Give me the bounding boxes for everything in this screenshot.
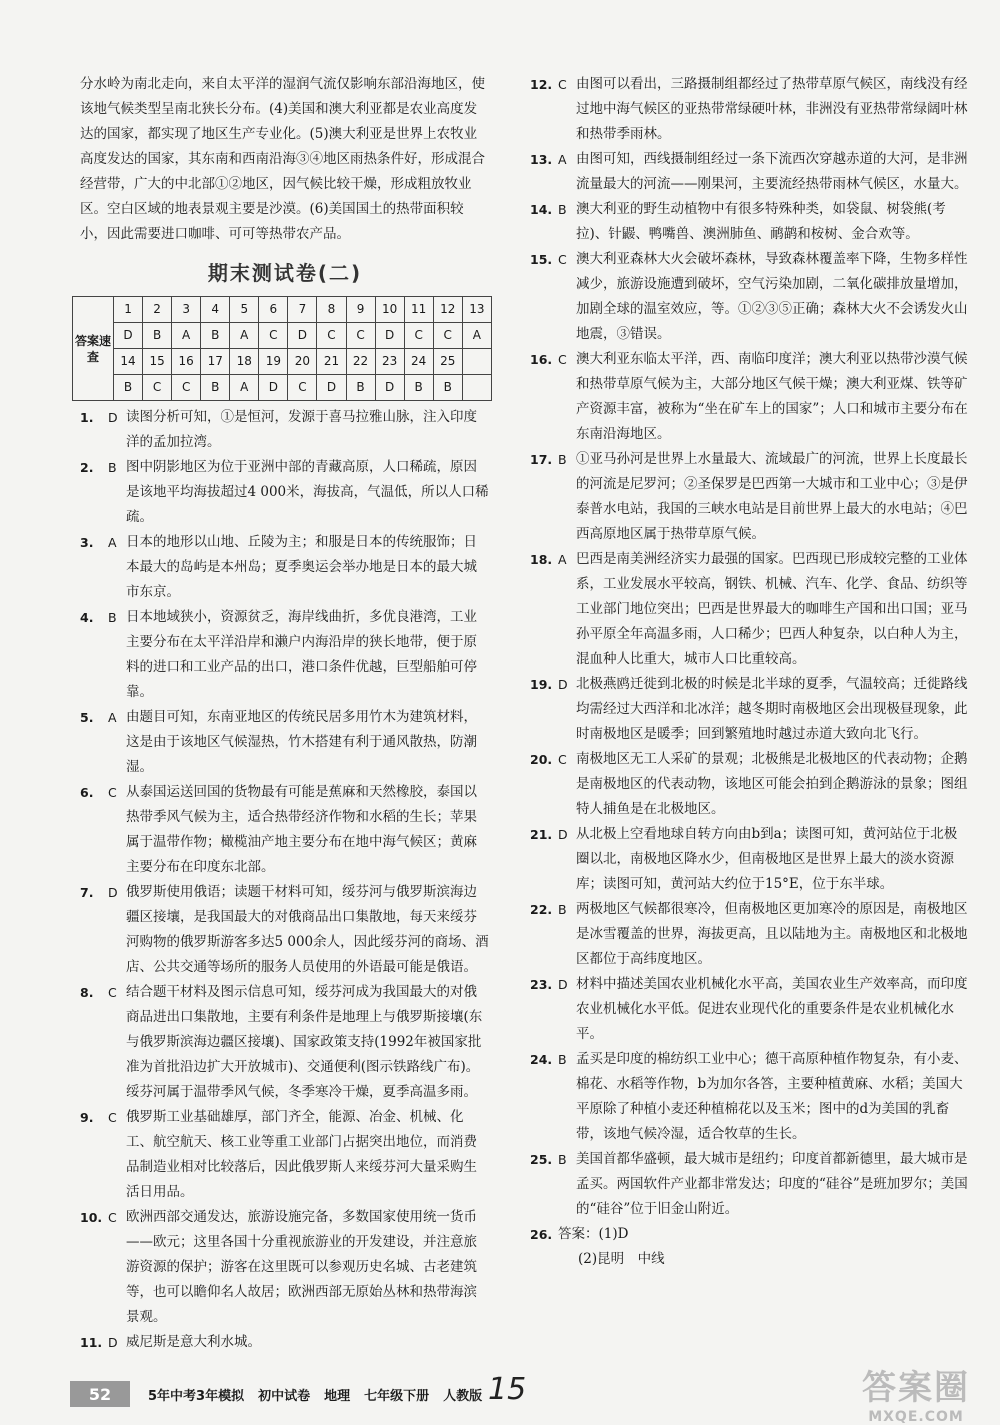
- item-number: 1.: [80, 410, 94, 425]
- item-number: 6.: [80, 785, 94, 800]
- item-answer: D: [558, 677, 568, 692]
- table-num: 17: [201, 349, 230, 375]
- item-text: 从泰国运送回国的货物最有可能是蕉麻和天然橡胶，泰国以热带季风气候为主，适合热带经济作物和水稻的生长；苹果属于温带作物；橄榄油产地主要分布在地中海气候区；黄麻主要分布在印度东北部。: [126, 784, 477, 875]
- table-num: 24: [404, 349, 433, 375]
- footer-grade: 七年级下册: [364, 1388, 430, 1404]
- item-number: 26.: [530, 1227, 553, 1242]
- item-text: 日本的地形以山地、丘陵为主；和服是日本的传统服饰；日本最大的岛屿是本州岛；夏季奥运会举办地是日本的最大城市东京。: [126, 534, 477, 600]
- watermark-logo: 答案圈: [862, 1368, 970, 1408]
- table-ans: D: [375, 375, 404, 401]
- table-ans: C: [172, 375, 201, 401]
- item-number: 19.: [530, 677, 553, 692]
- table-num: 19: [259, 349, 288, 375]
- item-answer: A: [108, 535, 117, 550]
- table-ans: A: [230, 323, 259, 349]
- list-item: [530, 972, 970, 1047]
- table-ans: C: [317, 323, 346, 349]
- item-number: 24.: [530, 1052, 553, 1067]
- item-text: 答案：(1)D: [558, 1226, 629, 1242]
- item-text: 材料中描述美国农业机械化水平高，美国农业生产效率高，而印度农业机械化水平低。促进农业现代化的重要条件是农业机械化水平。: [576, 976, 968, 1042]
- table-num: 21: [317, 349, 346, 375]
- item-text: 俄罗斯工业基础雄厚，部门齐全，能源、冶金、机械、化工、航空航天、核工业等重工业部门占据突出地位，而消费品制造业相对比较落后，因此俄罗斯人来绥芬河大量采购生活日用品。: [126, 1109, 477, 1200]
- list-item: [530, 247, 970, 347]
- list-item: [80, 980, 490, 1105]
- item-text: 美国首都华盛顿，最大城市是纽约；印度首都新德里，最大城市是孟买。两国软件产业都非常发达；印度的“硅谷”是班加罗尔；美国的“硅谷”位于旧金山附近。: [576, 1151, 968, 1217]
- item-number: 14.: [530, 202, 553, 217]
- item-number: 10.: [80, 1210, 103, 1225]
- table-ans: A: [462, 323, 491, 349]
- table-ans: C: [288, 375, 317, 401]
- item-answer: D: [108, 1335, 118, 1350]
- item-number: 17.: [530, 452, 553, 467]
- item-answer: C: [108, 785, 117, 800]
- table-num: 20: [288, 349, 317, 375]
- item-number: 11.: [80, 1335, 103, 1350]
- table-num: 7: [288, 297, 317, 323]
- item-number: 18.: [530, 552, 553, 567]
- item-answer: C: [558, 252, 567, 267]
- question-26: [530, 1222, 970, 1247]
- table-num: 8: [317, 297, 346, 323]
- table-num: 25: [433, 349, 462, 375]
- item-number: 22.: [530, 902, 553, 917]
- item-text: 俄罗斯使用俄语；读题干材料可知，绥芬河与俄罗斯滨海边疆区接壤，是我国最大的对俄商品出口集散地，每天来绥芬河购物的俄罗斯游客多达5 000余人，因此绥芬河的商场、酒店、公共交通等场所的服务人员使用的外语最可能是俄语。: [126, 884, 489, 975]
- item-answer: D: [108, 410, 118, 425]
- intro-paragraph: 分水岭为南北走向，来自太平洋的湿润气流仅影响东部沿海地区，使该地气候类型呈南北狭长分布。(4)美国和澳大利亚都是农业高度发达的国家，都实现了地区生产专业化。(5)澳大利亚是世界上农牧业高度发达的国家，其东南和西南沿海③④地区雨热条件好，形成混合经营带，广大的中北部①②地区，因气候比较干燥，形成粗放牧业区。空白区域的地表景观主要是沙漠。(6)美国国土的热带面积较小，因此需要进口咖啡、可可等热带农产品。: [80, 76, 485, 242]
- table-num: 23: [375, 349, 404, 375]
- table-num: 13: [462, 297, 491, 323]
- list-item: [530, 1047, 970, 1147]
- item-text: 孟买是印度的棉纺织工业中心；德干高原种植作物复杂，有小麦、棉花、水稻等作物，b为加尔各答，主要种植黄麻、水稻；美国大平原除了种植小麦还种植棉花以及玉米；图中的d为美国的乳畜带，该地气候冷湿，适合牧草的生长。: [576, 1051, 968, 1142]
- table-ans: B: [143, 323, 172, 349]
- item-answer: B: [558, 1152, 567, 1167]
- item-text: 由题目可知，东南亚地区的传统民居多用竹木为建筑材料，这是由于该地区气候湿热，竹木搭建有利于通风散热，防潮湿。: [126, 709, 477, 775]
- page-number: 52: [70, 1381, 130, 1407]
- table-ans: C: [404, 323, 433, 349]
- right-answer-list: [530, 72, 970, 1222]
- table-num: 3: [172, 297, 201, 323]
- list-item: [80, 1105, 490, 1205]
- item-answer: D: [558, 977, 568, 992]
- list-item: [80, 530, 490, 605]
- spacer: [530, 1247, 558, 1272]
- item-text: 威尼斯是意大利水城。: [126, 1334, 261, 1350]
- list-item: [530, 147, 970, 197]
- list-item: [530, 197, 970, 247]
- table-ans: D: [288, 323, 317, 349]
- table-ans: C: [143, 375, 172, 401]
- item-text: 由图可以看出，三路摄制组都经过了热带草原气候区，南线没有经过地中海气候区的亚热带常绿硬叶林，非洲没有亚热带常绿阔叶林和热带季雨林。: [576, 76, 968, 142]
- table-ans: D: [114, 323, 143, 349]
- list-item: [80, 455, 490, 530]
- table-ans: D: [317, 375, 346, 401]
- table-ans: C: [259, 323, 288, 349]
- item-number: 5.: [80, 710, 94, 725]
- table-ans: B: [114, 375, 143, 401]
- item-number: 3.: [80, 535, 94, 550]
- item-answer: B: [558, 202, 567, 217]
- item-text: ①亚马孙河是世界上水量最大、流域最广的河流，世界上长度最长的河流是尼罗河；②圣保罗是巴西第一大城市和工业中心；③是伊泰普水电站，我国的三峡水电站是目前世界上最大的水电站；④巴西高原地区属于热带草原气候。: [576, 451, 968, 542]
- table-num: 15: [143, 349, 172, 375]
- list-item: [530, 747, 970, 822]
- item-number: 20.: [530, 752, 553, 767]
- table-ans: B: [433, 375, 462, 401]
- list-item: [530, 72, 970, 147]
- table-empty: [462, 375, 491, 401]
- left-answer-list: [80, 405, 490, 1355]
- table-num: 10: [375, 297, 404, 323]
- item-answer: B: [108, 460, 117, 475]
- left-column: [74, 72, 490, 1355]
- item-text: 图中阴影地区为位于亚洲中部的青藏高原，人口稀疏，原因是该地平均海拔超过4 000米，海拔高，气温低，所以人口稀疏。: [126, 459, 489, 525]
- item-number: 4.: [80, 610, 94, 625]
- table-num: 14: [114, 349, 143, 375]
- item-answer: C: [558, 77, 567, 92]
- table-num: 11: [404, 297, 433, 323]
- item-number: 21.: [530, 827, 553, 842]
- list-item: [80, 780, 490, 880]
- item-answer: C: [108, 1210, 117, 1225]
- table-num: 5: [230, 297, 259, 323]
- table-num: 4: [201, 297, 230, 323]
- list-item: [530, 347, 970, 447]
- table-ans: B: [201, 323, 230, 349]
- item-number: 12.: [530, 77, 553, 92]
- item-number: 16.: [530, 352, 553, 367]
- item-number: 2.: [80, 460, 94, 475]
- item-answer: C: [108, 985, 117, 1000]
- answer-table: [72, 296, 492, 401]
- footer-series: 5年中考3年模拟: [148, 1388, 245, 1404]
- list-item: [80, 705, 490, 780]
- item-answer: B: [558, 902, 567, 917]
- item-answer: C: [558, 352, 567, 367]
- item-answer: D: [108, 885, 118, 900]
- item-text: 结合题干材料及图示信息可知，绥芬河成为我国最大的对俄商品进出口集散地，主要有利条件是地理上与俄罗斯接壤(东与俄罗斯滨海边疆区接壤)、国家政策支持(1992年被国家批准为首批沿边扩大开放城市)、交通便利(图示铁路线广布)。绥芬河属于温带季风气候，冬季寒冷干燥，夏季高温多雨。: [126, 984, 483, 1100]
- table-num: 12: [433, 297, 462, 323]
- answer-table-head-label: 答案速查: [73, 297, 114, 401]
- list-item: [80, 1330, 490, 1355]
- table-num: 22: [346, 349, 375, 375]
- table-num: 9: [346, 297, 375, 323]
- footer-type: 初中试卷: [258, 1388, 311, 1404]
- item-number: 25.: [530, 1152, 553, 1167]
- table-ans: D: [259, 375, 288, 401]
- item-text: 从北极上空看地球自转方向由b到a；读图可知，黄河站位于北极圈以北，南极地区降水少，但南极地区是世界上最大的淡水资源库；读图可知，黄河站大约位于15°E，位于东半球。: [576, 826, 958, 892]
- item-text: 由图可知，西线摄制组经过一条下流西次穿越赤道的大河，是非洲流量最大的河流——刚果河，主要流经热带雨林气候区，水量大。: [576, 151, 968, 192]
- item-answer: B: [558, 452, 567, 467]
- item-text: 欧洲西部交通发达，旅游设施完备，多数国家使用统一货币——欧元；这里各国十分重视旅游业的开发建设，并注意旅游资源的保护；游客在这里既可以参观历史名城、古老建筑等，也可以瞻仰名人故居；欧洲西部无原始丛林和热带海滨景观。: [126, 1209, 477, 1325]
- item-text: 澳大利亚森林大火会破坏森林，导致森林覆盖率下降，生物多样性减少，旅游设施遭到破坏，空气污染加剧，二氧化碳排放量增加，加剧全球的温室效应，等。①②③⑤正确；森林大火不会诱发火山地震，③错误。: [576, 251, 968, 342]
- question-26-line2: [530, 1247, 970, 1272]
- table-num: 2: [143, 297, 172, 323]
- item-text: 读图分析可知，①是恒河，发源于喜马拉雅山脉，注入印度洋的孟加拉湾。: [126, 409, 477, 450]
- item-text: 澳大利亚东临太平洋，西、南临印度洋；澳大利亚以热带沙漠气候和热带草原气候为主，大部分地区气候干燥；澳大利亚煤、铁等矿产资源丰富，被称为“坐在矿车上的国家”；人口和城市主要分布在东南沿海地区。: [576, 351, 968, 442]
- item-number: 13.: [530, 152, 553, 167]
- list-item: [530, 897, 970, 972]
- item-answer: C: [108, 1110, 117, 1125]
- list-item: [80, 605, 490, 705]
- table-num: 6: [259, 297, 288, 323]
- item-number: 23.: [530, 977, 553, 992]
- item-answer: A: [558, 152, 567, 167]
- item-text: 日本地域狭小，资源贫乏，海岸线曲折，多优良港湾，工业主要分布在太平洋沿岸和濑户内海沿岸的狭长地带，便于原料的进口和工业产品的出口，港口条件优越，巨型船舶可停靠。: [126, 609, 477, 700]
- table-ans: B: [404, 375, 433, 401]
- item-text: 南极地区无工人采矿的景观；北极熊是北极地区的代表动物；企鹅是南极地区的代表动物，该地区可能会拍到企鹅游泳的景象；图组特人捕鱼是在北极地区。: [576, 751, 968, 817]
- table-empty: [462, 349, 491, 375]
- item-answer: B: [108, 610, 117, 625]
- item-text: 两极地区气候都很寒冷，但南极地区更加寒冷的原因是，南极地区是冰雪覆盖的世界，海拔更高，且以陆地为主。南极地区和北极地区都位于高纬度地区。: [576, 901, 968, 967]
- table-ans: A: [172, 323, 201, 349]
- item-text: 巴西是南美洲经济实力最强的国家。巴西现已形成较完整的工业体系，工业发展水平较高，钢铁、机械、汽车、化学、食品、纺织等工业部门地位突出；巴西是世界最大的咖啡生产国和出口国；亚马孙平原全年高温多雨，人口稀少；巴西人种复杂，以白种人为主，混血种人比重大，城市人口比重较高。: [576, 551, 968, 667]
- item-text: 澳大利亚的野生动植物中有很多特殊种类，如袋鼠、树袋熊(考拉)、针鼹、鸭嘴兽、澳洲肺鱼、鸸鹋和桉树、金合欢等。: [576, 201, 946, 242]
- item-answer: C: [558, 752, 567, 767]
- list-item: [530, 547, 970, 672]
- handwritten-note: 15: [488, 1372, 527, 1407]
- table-ans: C: [346, 323, 375, 349]
- item-number: 7.: [80, 885, 94, 900]
- list-item: [80, 405, 490, 455]
- item-number: 9.: [80, 1110, 94, 1125]
- section-title: 期末测试卷(二): [207, 261, 363, 285]
- item-answer: D: [558, 827, 568, 842]
- footer-subject: 地理: [324, 1388, 351, 1404]
- item-text: (2)昆明 中线: [578, 1251, 665, 1267]
- footer-edition: 人教版: [443, 1388, 483, 1404]
- table-num: 16: [172, 349, 201, 375]
- table-ans: D: [375, 323, 404, 349]
- list-item: [80, 1205, 490, 1330]
- item-answer: A: [558, 552, 567, 567]
- list-item: [530, 1147, 970, 1222]
- item-number: 8.: [80, 985, 94, 1000]
- list-item: [80, 880, 490, 980]
- list-item: [530, 447, 970, 547]
- item-answer: B: [558, 1052, 567, 1067]
- table-ans: B: [346, 375, 375, 401]
- table-ans: A: [230, 375, 259, 401]
- table-ans: B: [201, 375, 230, 401]
- item-text: 北极燕鸥迁徙到北极的时候是北半球的夏季，气温较高；迁徙路线均需经过大西洋和北冰洋；越冬期时南极地区会出现极昼现象，此时南极地区是暖季；回到繁殖地时越过赤道大致向北飞行。: [576, 676, 968, 742]
- list-item: [530, 822, 970, 897]
- watermark-url: MXQE.COM: [868, 1409, 964, 1425]
- table-num: 18: [230, 349, 259, 375]
- item-answer: A: [108, 710, 117, 725]
- right-column: [530, 72, 970, 1272]
- table-ans: C: [433, 323, 462, 349]
- watermark: [862, 1360, 970, 1425]
- list-item: [530, 672, 970, 747]
- table-num: 1: [114, 297, 143, 323]
- item-number: 15.: [530, 252, 553, 267]
